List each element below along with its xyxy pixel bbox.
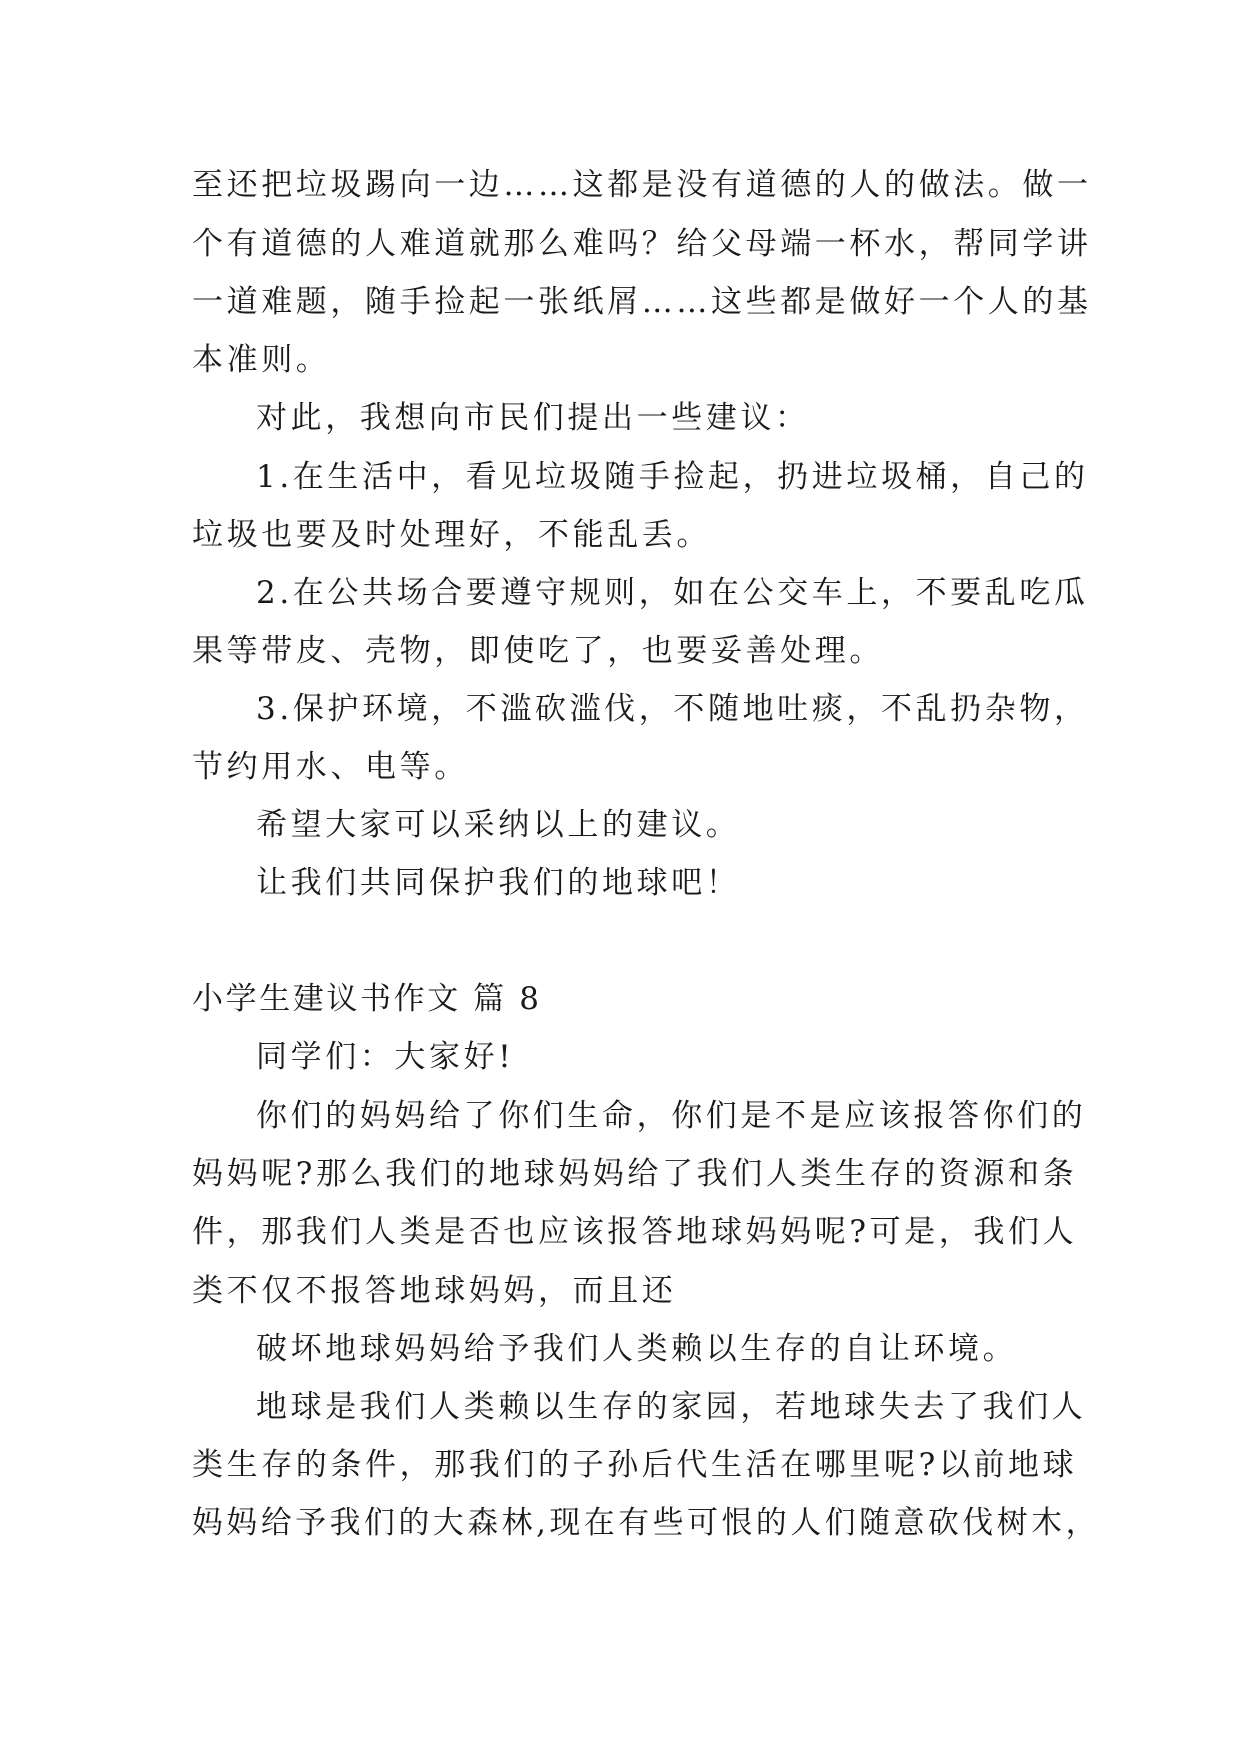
- section-heading: 小学生建议书作文 篇 8: [192, 981, 542, 1017]
- body-text-line: 本准则。: [192, 342, 331, 378]
- body-text-line: 个有道德的人难道就那么难吗？给父母端一杯水，帮同学讲: [192, 226, 1092, 262]
- body-text-line: 垃圾也要及时处理好，不能乱丢。: [192, 517, 711, 553]
- paragraph-first-line: 你们的妈妈给了你们生命，你们是不是应该报答你们的: [256, 1098, 1087, 1134]
- body-text-line: 件，那我们人类是否也应该报答地球妈妈呢?可是，我们人: [192, 1214, 1078, 1250]
- list-item-3: 3.保护环境，不滥砍滥伐，不随地吐痰，不乱扔杂物，: [256, 691, 1089, 727]
- list-item-2: 2.在公共场合要遵守规则，如在公交车上，不要乱吃瓜: [256, 575, 1089, 611]
- body-text-line: 类生存的条件，那我们的子孙后代生活在哪里呢?以前地球: [192, 1447, 1078, 1483]
- body-text-line: 节约用水、电等。: [192, 749, 469, 785]
- body-text-line: 妈妈呢?那么我们的地球妈妈给了我们人类生存的资源和条: [192, 1156, 1078, 1192]
- body-text-line: 果等带皮、壳物，即使吃了，也要妥善处理。: [192, 633, 884, 669]
- paragraph-first-line: 地球是我们人类赖以生存的家园，若地球失去了我们人: [256, 1389, 1087, 1425]
- paragraph-first-line: 破坏地球妈妈给予我们人类赖以生存的自让环境。: [256, 1331, 1018, 1367]
- body-text-line: 类不仅不报答地球妈妈，而且还: [192, 1273, 677, 1309]
- greeting-line: 同学们：大家好!: [256, 1039, 515, 1075]
- body-text-line: 妈妈给予我们的大森林,现在有些可恨的人们随意砍伐树木，: [192, 1505, 1101, 1541]
- paragraph-first-line: 对此，我想向市民们提出一些建议：: [256, 400, 810, 436]
- body-text-line: 一道难题，随手捡起一张纸屑……这些都是做好一个人的基: [192, 284, 1092, 320]
- paragraph-first-line: 希望大家可以采纳以上的建议。: [256, 807, 741, 843]
- list-item-1: 1.在生活中，看见垃圾随手捡起，扔进垃圾桶，自己的: [256, 459, 1089, 495]
- paragraph-first-line: 让我们共同保护我们的地球吧！: [256, 865, 741, 901]
- body-text-line: 至还把垃圾踢向一边……这都是没有道德的人的做法。做一: [192, 167, 1092, 203]
